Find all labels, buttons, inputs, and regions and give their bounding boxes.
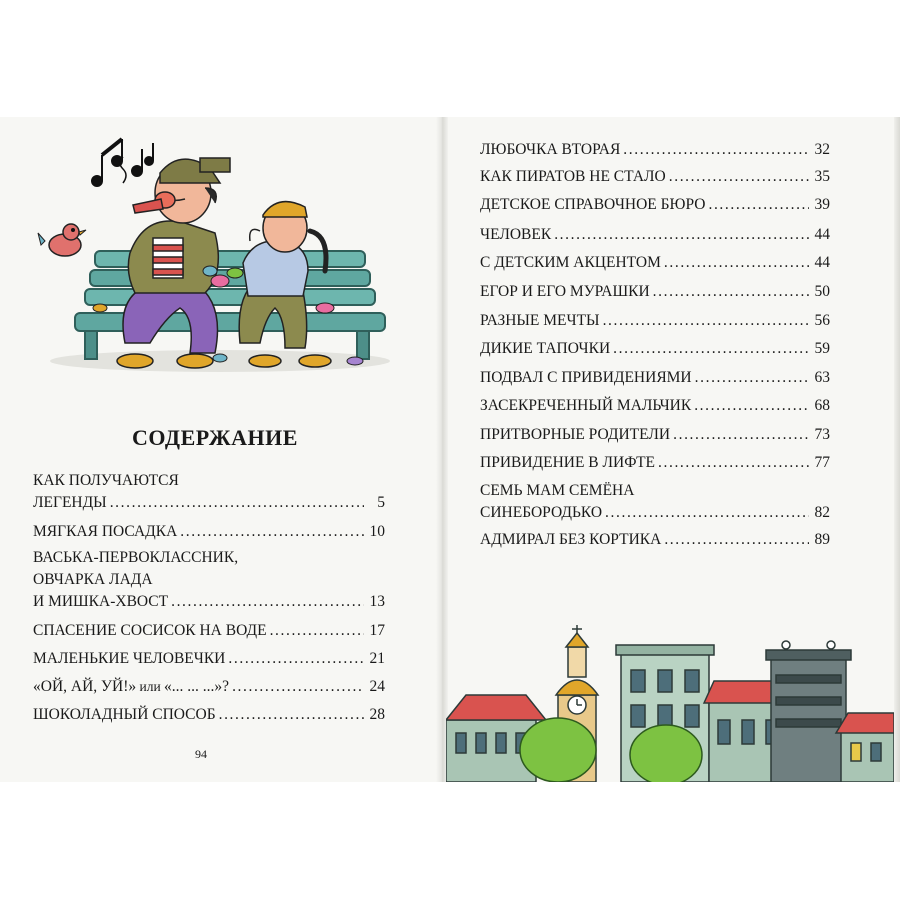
entry-page-number: 32 (814, 141, 830, 158)
building (766, 641, 851, 782)
bird-icon (38, 224, 86, 256)
leader-dots (664, 252, 809, 274)
city-illustration (446, 625, 894, 782)
leader-dots (708, 194, 809, 216)
entry-title: ПОДВАЛ С ПРИВИДЕНИЯМИ (480, 369, 692, 386)
toc-entry-right-4 (480, 252, 830, 274)
leader-dots (694, 395, 809, 417)
toc-entry-left-0 (33, 470, 385, 514)
entry-title-line: КАК ПОЛУЧАЮТСЯ (33, 472, 179, 489)
toc-entry-right-11 (480, 452, 830, 474)
leader-dots (228, 648, 364, 670)
entry-page-number: 17 (369, 622, 385, 639)
building (836, 713, 894, 782)
leader-dots (623, 139, 809, 161)
entry-title: ДИКИЕ ТАПОЧКИ (480, 340, 611, 357)
toc-entry-left-2 (33, 547, 385, 613)
entry-title: ЛЮБОЧКА ВТОРАЯ (480, 141, 621, 158)
toc-entry-right-10 (480, 424, 830, 446)
entry-title-line: СЕМЬ МАМ СЕМЁНА (480, 482, 635, 499)
page-number-footer: 94 (195, 747, 207, 761)
entry-title: РАЗНЫЕ МЕЧТЫ (480, 312, 600, 329)
entry-page-number: 44 (814, 254, 830, 271)
toc-entry-right-6 (480, 310, 830, 332)
leader-dots (171, 591, 364, 613)
entry-title: ШОКОЛАДНЫЙ СПОСОБ (33, 706, 216, 723)
entry-title: ЧЕЛОВЕК (480, 226, 552, 243)
entry-title: МАЛЕНЬКИЕ ЧЕЛОВЕЧКИ (33, 650, 226, 667)
entry-page-number: 10 (369, 523, 385, 540)
entry-title: С ДЕТСКИМ АКЦЕНТОМ (480, 254, 661, 271)
toc-entry-left-1 (33, 521, 385, 543)
entry-page-number: 35 (814, 168, 830, 185)
page-edge (894, 117, 900, 782)
entry-page-number: 24 (369, 678, 385, 695)
entry-title: ПРИТВОРНЫЕ РОДИТЕЛИ (480, 426, 671, 443)
leader-dots (219, 704, 364, 726)
toc-entry-right-8 (480, 367, 830, 389)
tree (520, 718, 702, 782)
entry-page-number: 5 (377, 494, 385, 511)
toc-entry-right-13 (480, 529, 830, 551)
leader-dots (180, 521, 364, 543)
entry-title: ПРИВИДЕНИЕ В ЛИФТЕ (480, 454, 656, 471)
leader-dots (673, 424, 809, 446)
toc-entry-right-9 (480, 395, 830, 417)
entry-title-part: или (136, 679, 165, 694)
leader-dots (695, 367, 809, 389)
entry-page-number: 44 (814, 226, 830, 243)
toc-entry-right-3 (480, 224, 830, 246)
entry-title-part: «ОЙ, АЙ, УЙ!» (33, 678, 137, 695)
entry-page-number: 28 (369, 706, 385, 723)
leader-dots (110, 492, 364, 514)
toc-entry-right-5 (480, 281, 830, 303)
toc-title: СОДЕРЖАНИЕ (132, 425, 298, 450)
entry-title: И МИШКА-ХВОСТ (33, 593, 169, 610)
entry-page-number: 39 (814, 196, 830, 213)
entry-page-number: 13 (369, 593, 385, 610)
entry-title-part: «... ... ...»? (164, 678, 230, 695)
bench (75, 251, 385, 359)
leader-dots (669, 166, 809, 188)
entry-title: АДМИРАЛ БЕЗ КОРТИКА (480, 531, 662, 548)
leader-dots (232, 676, 364, 698)
leader-dots (554, 224, 809, 246)
music-notes (92, 139, 153, 186)
leader-dots (603, 310, 809, 332)
toc-entry-left-3 (33, 620, 385, 642)
toc-entry-left-5 (33, 676, 385, 698)
entry-page-number: 89 (814, 531, 830, 548)
toc-entry-left-6 (33, 704, 385, 726)
entry-title: ЕГОР И ЕГО МУРАШКИ (480, 283, 650, 300)
entry-page-number: 73 (814, 426, 830, 443)
toc-entry-right-0 (480, 139, 830, 161)
leader-dots (270, 620, 364, 642)
entry-page-number: 21 (369, 650, 385, 667)
toc-entry-left-4 (33, 648, 385, 670)
entry-page-number: 63 (814, 369, 830, 386)
entry-title: КАК ПИРАТОВ НЕ СТАЛО (480, 168, 666, 185)
toc-entry-right-12 (480, 480, 830, 524)
leader-dots (613, 338, 809, 360)
entry-page-number: 68 (814, 397, 830, 414)
entry-title: МЯГКАЯ ПОСАДКА (33, 523, 178, 540)
entry-title: ДЕТСКОЕ СПРАВОЧНОЕ БЮРО (480, 196, 706, 213)
man-with-whistle (117, 158, 230, 368)
entry-page-number: 56 (814, 312, 830, 329)
entry-title: СИНЕБОРОДЬКО (480, 504, 603, 521)
entry-title: ЛЕГЕНДЫ (33, 494, 107, 511)
entry-title-line: ОВЧАРКА ЛАДА (33, 571, 153, 588)
leader-dots (658, 452, 809, 474)
entry-title: ЗАСЕКРЕЧЕННЫЙ МАЛЬЧИК (480, 397, 692, 414)
leader-dots (664, 529, 809, 551)
entry-page-number: 50 (814, 283, 830, 300)
leader-dots (605, 502, 809, 524)
toc-entry-right-2 (480, 194, 830, 216)
toc-entry-right-7 (480, 338, 830, 360)
entry-page-number: 82 (814, 504, 830, 521)
bench-illustration (35, 133, 395, 378)
entry-page-number: 77 (814, 454, 830, 471)
entry-title: СПАСЕНИЕ СОСИСОК НА ВОДЕ (33, 622, 267, 639)
toc-entry-right-1 (480, 166, 830, 188)
entry-title-line: ВАСЬКА-ПЕРВОКЛАССНИК, (33, 549, 239, 566)
entry-page-number: 59 (814, 340, 830, 357)
leader-dots (653, 281, 809, 303)
